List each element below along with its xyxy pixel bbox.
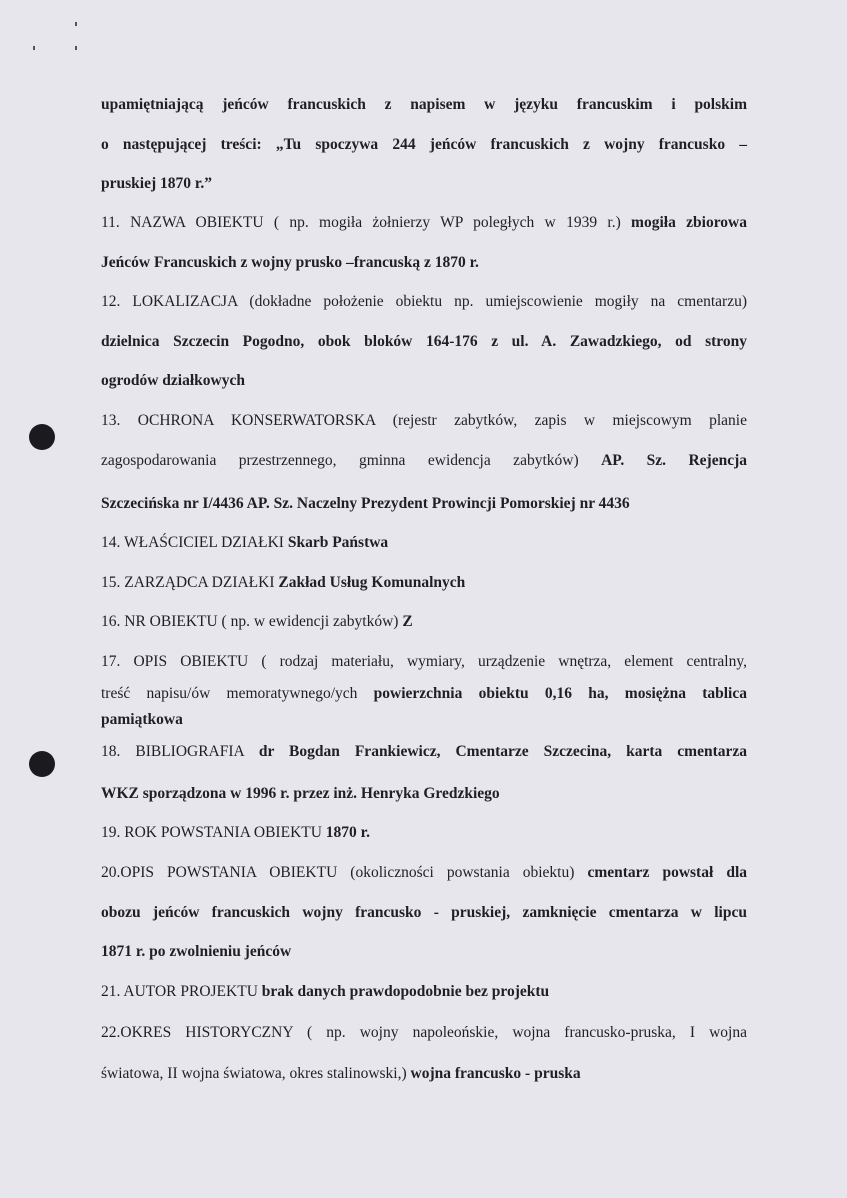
text-run-bold: AP. Sz. Rejencja <box>601 452 748 469</box>
text-line <box>101 1023 747 1043</box>
text-line <box>101 710 747 730</box>
text-run: 12. LOKALIZACJA (dokładne położenie obiektu np. umiejscowienie mogiły na cmentarzu) <box>101 293 747 310</box>
text-run-bold: dzielnica Szczecin Pogodno, obok bloków 164-176 z ul. A. Zawadzkiego, od strony <box>101 333 747 350</box>
text-run: 17. OPIS OBIEKTU ( rodzaj materiału, wymiary, urządzenie wnętrza, element centralny, <box>101 653 747 670</box>
text-run-bold: brak danych prawdopodobnie bez projektu <box>261 983 550 1000</box>
text-run-bold: cmentarz powstał dla <box>587 864 747 881</box>
text-run: 21. AUTOR PROJEKTU <box>101 983 262 1000</box>
text-run-bold: o następującej treści: „Tu spoczywa 244 jeńców francuskich z wojny francusko – <box>101 136 747 153</box>
scan-speck <box>75 46 77 50</box>
text-run: zagospodarowania przestrzennego, gminna ewidencja zabytków) <box>101 452 602 469</box>
text-run-bold: obozu jeńców francuskich wojny francusko - pruskiej, zamknięcie cmentarza w lipcu <box>101 904 747 921</box>
text-run-bold: powierzchnia obiektu 0,16 ha, mosiężna tablica <box>373 685 747 702</box>
text-run-bold: pamiątkowa <box>101 711 183 728</box>
text-run: 15. ZARZĄDCA DZIAŁKI <box>101 574 279 591</box>
text-line <box>101 411 747 431</box>
text-run-bold: upamiętniającą jeńców francuskich z napisem w języku francuskim i polskim <box>101 96 747 113</box>
text-run-bold: WKZ sporządzona w 1996 r. przez inż. Henryka Gredzkiego <box>101 785 500 802</box>
text-line <box>101 213 747 233</box>
text-run: 22.OKRES HISTORYCZNY ( np. wojny napoleońskie, wojna francusko-pruska, I wojna <box>101 1024 747 1041</box>
text-run-bold: pruskiej 1870 r.” <box>101 175 212 192</box>
text-line <box>101 652 747 672</box>
scan-speck <box>33 46 35 50</box>
text-line <box>101 135 747 155</box>
text-run-bold: ogrodów działkowych <box>101 372 245 389</box>
text-run: 16. NR OBIEKTU ( np. w ewidencji zabytków) <box>101 613 403 630</box>
text-line <box>101 451 747 471</box>
text-line <box>101 784 747 804</box>
text-line <box>101 253 747 273</box>
punch-hole-bottom <box>29 751 55 777</box>
scan-speck <box>75 22 77 26</box>
text-line <box>101 612 747 632</box>
text-line <box>101 742 747 762</box>
text-line <box>101 942 747 962</box>
text-line <box>101 684 747 704</box>
text-run-bold: Skarb Państwa <box>287 534 389 551</box>
text-line <box>101 533 747 553</box>
text-line <box>101 494 747 514</box>
text-line <box>101 863 747 883</box>
text-run: światowa, II wojna światowa, okres stalinowski,) <box>101 1065 411 1082</box>
text-line <box>101 982 747 1002</box>
punch-hole-top <box>29 424 55 450</box>
text-line <box>101 292 747 312</box>
text-run: 19. ROK POWSTANIA OBIEKTU <box>101 824 326 841</box>
text-line <box>101 174 747 194</box>
text-run-bold: mogiła zbiorowa <box>631 214 747 231</box>
text-run: 11. NAZWA OBIEKTU ( np. mogiła żołnierzy WP poległych w 1939 r.) <box>101 214 632 231</box>
text-line <box>101 332 747 352</box>
text-line <box>101 573 747 593</box>
text-run-bold: Zakład Usług Komunalnych <box>278 574 466 591</box>
text-run-bold: Jeńców Francuskich z wojny prusko –francuską z 1870 r. <box>101 254 479 271</box>
text-run: 20.OPIS POWSTANIA OBIEKTU (okoliczności powstania obiektu) <box>101 864 588 881</box>
text-run-bold: wojna francusko - pruska <box>410 1065 581 1082</box>
text-line <box>101 823 747 843</box>
text-run: 14. WŁAŚCICIEL DZIAŁKI <box>101 534 288 551</box>
text-line <box>101 95 747 115</box>
text-run-bold: Szczecińska nr I/4436 AP. Sz. Naczelny Prezydent Prowincji Pomorskiej nr 4436 <box>101 495 630 512</box>
text-run-bold: 1870 r. <box>325 824 371 841</box>
text-run-bold: 1871 r. po zwolnieniu jeńców <box>101 943 292 960</box>
text-line <box>101 1064 747 1084</box>
text-run-bold: Z <box>402 613 413 630</box>
text-run: treść napisu/ów memoratywnego/ych <box>101 685 374 702</box>
text-line <box>101 903 747 923</box>
text-line <box>101 371 747 391</box>
text-run: 18. BIBLIOGRAFIA <box>101 743 259 760</box>
text-run: 13. OCHRONA KONSERWATORSKA (rejestr zabytków, zapis w miejscowym planie <box>101 412 747 429</box>
text-run-bold: dr Bogdan Frankiewicz, Cmentarze Szczecina, karta cmentarza <box>258 743 747 760</box>
